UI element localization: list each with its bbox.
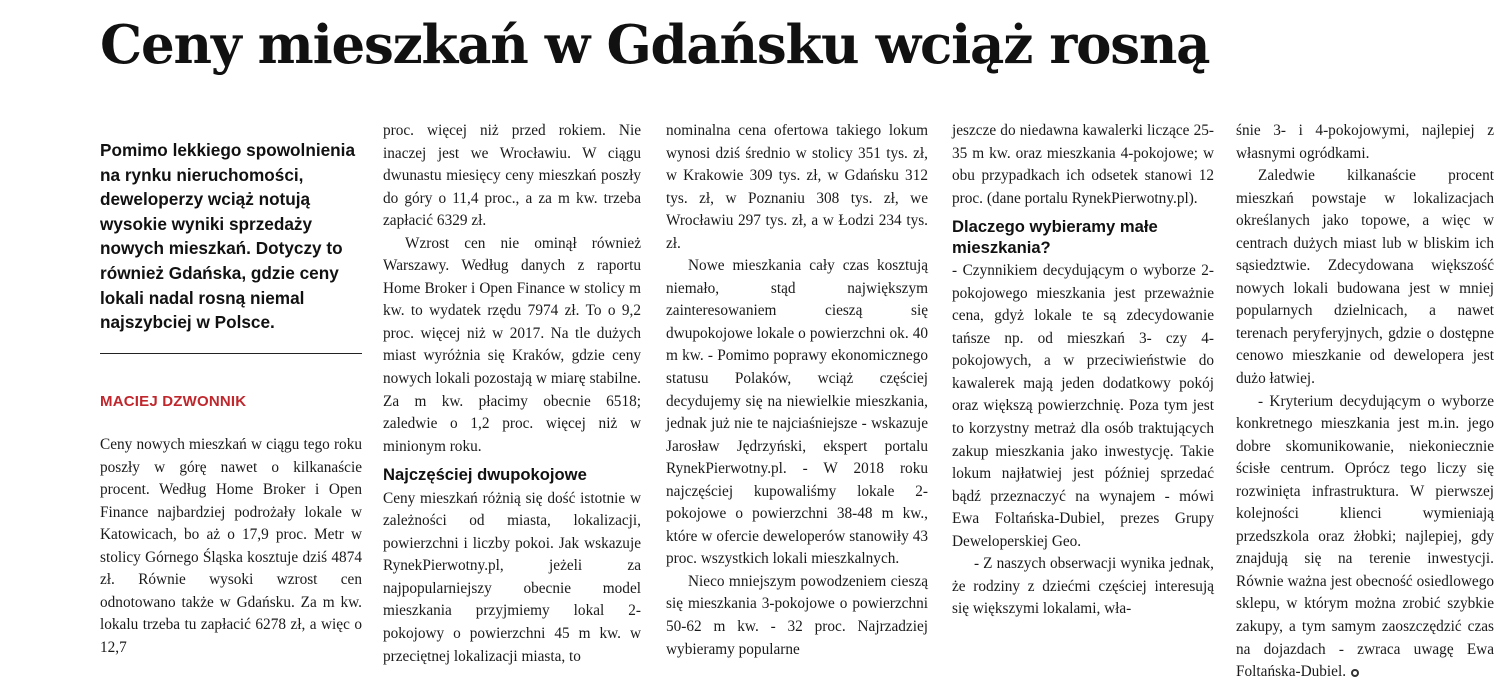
end-of-article-icon: [1351, 669, 1359, 677]
paragraph: nominalna cena ofertowa takiego lokum wynosi dziś średnio w stolicy 351 tys. zł, w Krakowie 309 tys. zł, w Gdańsku 312 tys. zł, w Poznaniu 308 tys. zł, we Wrocławiu 297 tys. zł, a w Łodzi 234 tys. zł.: [666, 122, 928, 252]
article-column-1: [100, 434, 362, 659]
article-column-5: [1236, 120, 1494, 684]
article-column-4: [952, 120, 1214, 621]
lead-paragraph: Pomimo lekkiego spowolnienia na rynku nieruchomości, deweloperzy wciąż notują wysokie wyniki sprzedaży nowych mieszkań. Dotyczy to również Gdańska, gdzie ceny lokali nadal rosną niemal najszybciej w Polsce.: [100, 140, 356, 333]
paragraph: Ceny nowych mieszkań w ciągu tego roku poszły w górę nawet o kilkanaście procent. Według Home Broker i Open Finance najbardziej podrożały lokale w Katowicach, bo aż o 17,9 proc. Metr w stolicy Górnego Śląska kosztuje dziś 4874 zł. Równie wysoki wzrost cen odnotowano także w Gdańsku. Za m kw. lokalu trzeba tu zapłacić 6278 zł, a więc o 12,7: [100, 436, 362, 656]
author-byline: MACIEJ DZWONNIK: [100, 393, 247, 410]
paragraph: Nowe mieszkania cały czas kosztują niemało, stąd największym zainteresowaniem cieszą się dwupokojowe lokale o powierzchni ok. 40 m kw. - Pomimo poprawy ekonomicznego statusu Polaków, wciąż częściej decydujemy się na niewielkie mieszkania, jednak już nie te najciaśniejsze - wskazuje Jarosław Jędrzyński, ekspert portalu RynekPierwotny.pl. - W 2018 roku najczęściej kupowaliśmy lokale 2-pokojowe o powierzchni 38-48 m kw., które w ofercie deweloperów stanowiły 43 proc. wszystkich lokali mieszkalnych.: [666, 257, 928, 568]
lead-divider: [100, 353, 362, 354]
paragraph: śnie 3- i 4-pokojowymi, najlepiej z własnymi ogródkami.: [1236, 122, 1494, 162]
paragraph: [1236, 391, 1494, 684]
section-heading: Dlaczego wybieramy małe mieszkania?: [952, 217, 1158, 257]
article-column-2: [383, 120, 641, 668]
paragraph: - Czynnikiem decydującym o wyborze 2-pokojowego mieszkania jest przeważnie cena, gdyż lokale te są zdecydowanie tańsze np. od mieszkań 3- czy 4-pokojowych, a w przeciwieństwie do kawalerek mają jeden dodatkowy pokój oraz większą powierzchnię. Poza tym jest to korzystny metraż dla osób traktujących zakup mieszkania jako inwestycję. Takie lokum najłatwiej jest później sprzedać bądź przeznaczyć na wynajem - mówi Ewa Foltańska-Dubiel, prezes Grupy Deweloperskiej Geo.: [952, 262, 1214, 550]
paragraph: jeszcze do niedawna kawalerki liczące 25-35 m kw. oraz mieszkania 4-pokojowe; w obu przypadkach ich odsetek stanowi 12 proc. (dane portalu RynekPierwotny.pl).: [952, 122, 1214, 207]
paragraph: proc. więcej niż przed rokiem. Nie inaczej jest we Wrocławiu. W ciągu dwunastu miesięcy ceny mieszkań poszły do góry o 11,4 proc., a za m kw. trzeba zapłacić 6329 zł.: [383, 122, 641, 230]
paragraph: - Z naszych obserwacji wynika jednak, że rodziny z dziećmi częściej interesują się większymi lokalami, wła-: [952, 555, 1214, 618]
paragraph: Ceny mieszkań różnią się dość istotnie w zależności od miasta, lokalizacji, powierzchni i liczby pokoi. Jak wskazuje RynekPierwotny.pl, jeżeli za najpopularniejszy obecnie model mieszkania przyjmiemy lokal 2-pokojowy o powierzchni 45 m kw. w przeciętnej lokalizacji miasta, to: [383, 489, 641, 665]
paragraph: Wzrost cen nie ominął również Warszawy. Według danych z raportu Home Broker i Open Finance w stolicy m kw. to wydatek rzędu 7974 zł. To o 9,2 proc. więcej niż w 2017. Na tle dużych miast wyróżnia się Kraków, gdzie ceny nowych lokali pozostają w miarę stabilne. Za m kw. płacimy obecnie 6518; zaledwie o 1,2 proc. więcej niż w minionym roku.: [383, 234, 641, 455]
paragraph: Zaledwie kilkanaście procent mieszkań powstaje w lokalizacjach określanych jako topowe, a więc w centrach dużych miast lub w bliskim ich sąsiedztwie. Zdecydowana większość nowych lokali budowana jest w mniej popularnych dzielnicach, a nawet terenach peryferyjnych, gdzie o dostępne cenowo mieszkanie od dewelopera jest dużo łatwiej.: [1236, 167, 1494, 388]
section-heading: Najczęściej dwupokojowe: [383, 465, 587, 485]
headline: Ceny mieszkań w Gdańsku wciąż rosną: [100, 14, 1210, 76]
paragraph-text: - Kryterium decydującym o wyborze konkretnego mieszkania jest m.in. jego dobre skomunikowanie, niekoniecznie ścisłe centrum. Oprócz tego liczy się rozwinięta infrastruktura. W pierwszej kolejności klienci wymieniają przedszkola oraz żłobki; najlepiej, gdy znajdują się na terenie inwestycji. Równie ważna jest obecność osiedlowego sklepu, w którym można zrobić szybkie zakupy, a tym samym zaoszczędzić czas na dojazdach - zwraca uwagę Ewa Foltańska-Dubiel.: [1236, 392, 1494, 681]
paragraph: Nieco mniejszym powodzeniem cieszą się mieszkania 3-pokojowe o powierzchni 50-62 m kw. - 32 proc. Najrzadziej wybieramy popularne: [666, 572, 928, 658]
article-column-3: [666, 120, 928, 661]
